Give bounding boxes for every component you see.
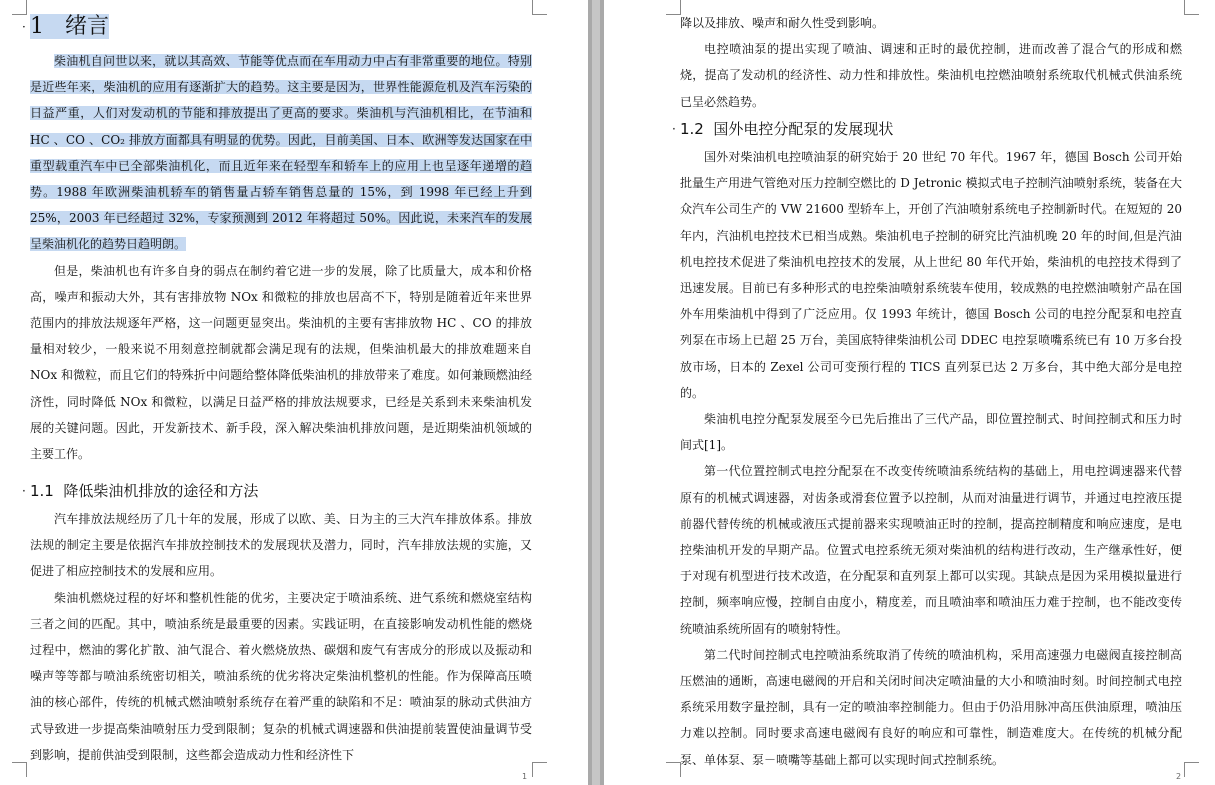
crop-mark (532, 0, 547, 15)
paragraph: 但是，柴油机也有许多自身的弱点在制约着它进一步的发展，除了比质量大，成本和价格高，噪声和振动大外，其有害排放物 NOx 和微粒的排放也居高不下，特别是随着近年来世界范围内的排放法规逐年严格，这一问题更显突出。柴油机的主要有害排放物 HC 、CO 的排放量相对较少，一般来说不用刻意控制就都会满足现有的法规，但柴油机最大的排放难题来自 NOx 和微粒，而且它们的特殊折中问题给整体降低柴油机的排放带来了难度。如何兼顾燃油经济性，同时降低 NOx 和微粒，以满足日益严格的排放法规要求，已经是关系到未来柴油机发展的关键问题。因此，开发新技术、新手段，深入解决柴油机排放问题，是近期柴油机领域的主要工作。 (30, 263, 532, 462)
crop-mark (1184, 0, 1199, 15)
heading-1[interactable] (22, 12, 532, 42)
heading-2-number: 1.2 (680, 120, 704, 138)
crop-mark (12, 762, 27, 777)
paragraph (30, 48, 532, 258)
heading-2-number: 1.1 (30, 482, 54, 500)
heading-1-title: 绪言 (64, 14, 109, 39)
heading-2-title: 国外电控分配泵的发展现状 (713, 120, 894, 138)
paragraph: 柴油机电控分配泵发展至今已先后推出了三代产品，即位置控制式、时间控制式和压力时间式[1]。 (680, 412, 1182, 453)
paragraph: 电控喷油泵的提出实现了喷油、调速和正时的最优控制，进而改善了混合气的形成和燃烧，提高了发动机的经济性、动力性和排放性。柴油机电控燃油喷射系统取代机械式供油系统已呈必然趋势。 (680, 42, 1182, 109)
document-page-1[interactable] (0, 0, 588, 785)
paragraph-mark-bullet: · (22, 20, 26, 34)
heading-1-selected (30, 14, 109, 39)
document-page-2[interactable] (604, 0, 1215, 785)
heading-2[interactable] (22, 480, 532, 502)
paragraph-mark-bullet: · (672, 122, 676, 136)
page-number: 2 (1176, 772, 1182, 781)
selected-text: 柴油机自问世以来，就以其高效、节能等优点而在车用动力中占有非常重要的地位。特别是近些年来，柴油机的应用有逐渐扩大的趋势。这主要是因为，世界性能源危机及汽车污染的日益严重，人们对发动机的节能和排放提出了更高的要求。柴油机与汽油机相比，在节油和 HC 、CO 、CO₂ 排放方面都具有明显的优势。因此，目前美国、日本、欧洲等发达国家在中重型载重汽车中已全部柴油机化，而且近年来在轻型车和轿车上的应用上也呈逐年递增的趋势。1988 年欧洲柴油机轿车的销售量占轿车销售总量的 15%，到 1998 年已经上升到 25%，2003 年已经超过 32%，专家预测到 2012 年将超过 50%。因此说，未来汽车的发展呈柴油机化的趋势日趋明朗。 (30, 54, 532, 252)
heading-2[interactable] (672, 118, 1182, 140)
paragraph: 国外对柴油机电控喷油泵的研究始于 20 世纪 70 年代。1967 年，德国 Bosch 公司开始批量生产用进气管绝对压力控制空燃比的 D Jetronic 模拟式电子控制汽油喷射系统，装备在大众汽车公司生产的 VW 21600 型轿车上，开创了汽油喷射系统电子控制新时代。在短短的 20 年内，汽油机电控技术已相当成熟。柴油机电子控制的研究比汽油机晚 20 年的时间,但是汽油机电控技术促进了柴油机电控技术的发展，从上世纪 80 年代开始，柴油机的电控技术得到了迅速发展。目前已有多种形式的电控柴油喷射系统装车使用，较成熟的电控燃油喷射产品在国外车用柴油机中得到了广泛应用。仅 1993 年统计，德国 Bosch 公司的电控分配泵和电控直列泵在市场上已超 25 万台，美国底特律柴油机公司 DDEC 电控泵喷嘴系统已有 10 万多台投放市场，日本的 Zexel 公司可变预行程的 TICS 直列泵已达 2 万多台，其中绝大部分是电控的。 (680, 150, 1182, 400)
paragraph-mark-bullet: · (22, 484, 26, 498)
heading-1-number: 1 (30, 14, 44, 39)
heading-2-title: 降低柴油机排放的途径和方法 (63, 482, 259, 500)
paragraph: 柴油机燃烧过程的好坏和整机性能的优劣，主要决定于喷油系统、进气系统和燃烧室结构三者之间的匹配。其中，喷油系统是最重要的因素。实践证明，在直接影响发动机性能的燃烧过程中，燃油的雾化扩散、油气混合、着火燃烧放热、碳烟和废气有害成分的形成以及振动和噪声等等都与喷油系统密切相关，喷油系统的优劣将决定柴油机整机的性能。作为保障高压喷油的核心部件，传统的机械式燃油喷射系统存在着严重的缺陷和不足：喷油泵的脉动式供油方式导致进一步提高柴油喷射压力受到限制；复杂的机械式调速器和供油提前装置使油量调节受到影响，提前供油受到限制，这些都会造成动力性和经济性下 (30, 590, 532, 762)
body-text-page-2[interactable] (680, 144, 1182, 773)
paragraph: 第二代时间控制式电控喷油系统取消了传统的喷油机构，采用高速强力电磁阀直接控制高压燃油的通断，高速电磁阀的开启和关闭时间决定喷油量的大小和喷油时刻。时间控制式电控系统采用数字量控制，具有一定的喷油率控制能力。但由于仍沿用脉冲高压供油原理，喷油压力难以控制。同时要求高速电磁阀有良好的响应和可靠性，制造难度大。在传统的机械分配泵、单体泵、泵－喷嘴等基础上都可以实现时间式控制系统。 (680, 647, 1182, 767)
paragraph: 降以及排放、噪声和耐久性受到影响。 (680, 16, 885, 30)
paragraph: 第一代位置控制式电控分配泵在不改变传统喷油系统结构的基础上，用电控调速器来代替原有的机械式调速器，对齿条或滑套位置予以控制，从而对油量进行调节，并通过电控液压提前器代替传统的机械或液压式提前器来实现喷油正时的控制，提高控制精度和响应速度，是电控柴油机开发的早期产品。位置式电控系统无须对柴油机的结构进行改动，生产继承性好，便于对现有机型进行技术改造，在分配泵和直列泵上都可以实现。其缺点是因为采用模拟量进行控制，频率响应慢，控制自由度小，精度差，而且喷油率和喷油压力难于控制，也不能改变传统喷油系统所固有的喷射特性。 (680, 464, 1182, 636)
page-number: 1 (522, 772, 528, 781)
paragraph: 汽车排放法规经历了几十年的发展，形成了以欧、美、日为主的三大汽车排放体系。排放法规的制定主要是依据汽车排放控制技术的发展现状及潜力，同时，汽车排放法规的实施，又促进了相应控制技术的发展和应用。 (30, 512, 532, 579)
crop-mark (666, 0, 681, 15)
body-text-page-1[interactable] (30, 48, 532, 467)
crop-mark (666, 762, 681, 777)
page-gutter (588, 0, 604, 785)
body-text-page-1-section[interactable] (30, 506, 532, 768)
crop-mark (1184, 762, 1199, 777)
crop-mark (532, 762, 547, 777)
body-text-page-2-top[interactable] (680, 10, 1182, 115)
